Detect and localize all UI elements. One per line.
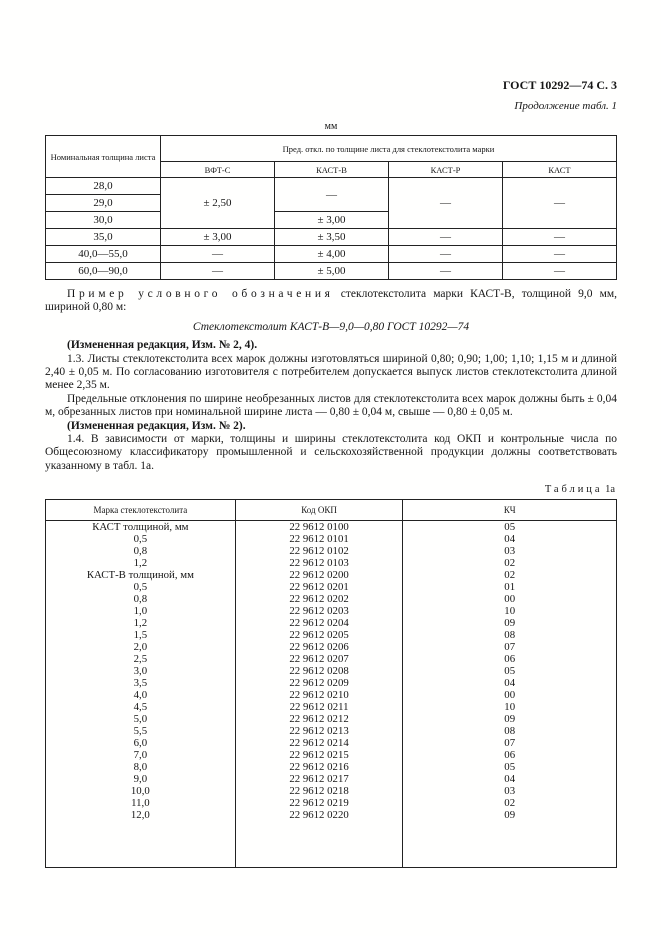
kch-cell: 05: [403, 761, 617, 773]
col-header-kast-r: КАСТ-Р: [389, 162, 503, 178]
okp-table-row: [46, 689, 617, 701]
kch-cell: 04: [403, 533, 617, 545]
okp-table-row: [46, 701, 617, 713]
table-row: [46, 229, 617, 246]
mark-cell: 4,0: [46, 689, 236, 701]
example-rest-text: стеклотекстолита марки КАСТ-В, толщиной 9,0 мм, шириной 0,80 м:: [45, 288, 618, 314]
clause-1-3-paragraph: 1.3. Листы стеклотекстолита всех марок должны изготовляться шириной 0,80; 0,90; 1,00; 1,10; 1,15 м и длиной 2,40 ± 0,05 м. По согласованию изготовителя с потребителем допускается выпуск листов стеклотекстолита длиной менее 2,35 м.: [45, 352, 617, 392]
okp-code-cell: 22 9612 0205: [235, 629, 403, 641]
okp-code-cell: 22 9612 0203: [235, 605, 403, 617]
okp-code-cell: 22 9612 0201: [235, 581, 403, 593]
vft-s-cell: ± 2,50: [161, 178, 275, 229]
okp-codes-table: [45, 499, 617, 868]
mark-cell: 0,8: [46, 593, 236, 605]
mark-cell: 7,0: [46, 749, 236, 761]
table-frame-spacer-row: [46, 821, 617, 867]
mark-cell: 3,5: [46, 677, 236, 689]
col-header-nominal-thickness: Номинальная толщина листа: [46, 136, 161, 178]
kch-cell: 00: [403, 593, 617, 605]
mark-cell: 0,5: [46, 533, 236, 545]
okp-code-cell: 22 9612 0204: [235, 617, 403, 629]
kch-cell: 00: [403, 689, 617, 701]
mark-cell: 1,2: [46, 617, 236, 629]
okp-code-cell: 22 9612 0206: [235, 641, 403, 653]
okp-table-row: [46, 797, 617, 809]
mark-cell: КАСТ толщиной, мм: [46, 521, 236, 534]
table-label-number: 1а: [605, 484, 615, 496]
okp-table-row: [46, 749, 617, 761]
col-header-kch: КЧ: [403, 500, 617, 521]
okp-table-row: [46, 605, 617, 617]
kch-cell: 10: [403, 605, 617, 617]
okp-code-cell: 22 9612 0101: [235, 533, 403, 545]
kch-cell: 07: [403, 737, 617, 749]
table-row: [46, 178, 617, 195]
okp-table-row: [46, 737, 617, 749]
kast-cell: —: [503, 178, 617, 229]
table-row: [46, 263, 617, 280]
okp-table-row: [46, 653, 617, 665]
spaced-lead-text: Пример условного обозначения: [67, 288, 334, 300]
kch-cell: 09: [403, 713, 617, 725]
okp-code-cell: 22 9612 0215: [235, 749, 403, 761]
okp-table-row: [46, 677, 617, 689]
amendment-note-2: (Измененная редакция, Изм. № 2).: [67, 419, 246, 432]
kast-v-cell: ± 3,50: [275, 229, 389, 246]
mark-cell: 12,0: [46, 809, 236, 821]
mark-cell: 11,0: [46, 797, 236, 809]
okp-code-cell: 22 9612 0213: [235, 725, 403, 737]
designation-line: Стеклотекстолит КАСТ-В—9,0—0,80 ГОСТ 10292—74: [192, 320, 470, 333]
kch-cell: 02: [403, 557, 617, 569]
thickness-cell: 28,0: [46, 178, 161, 195]
col-header-kast-v: КАСТ-В: [275, 162, 389, 178]
okp-code-cell: 22 9612 0217: [235, 773, 403, 785]
designation-example-paragraph: [45, 288, 617, 315]
okp-code-cell: 22 9612 0219: [235, 797, 403, 809]
kch-cell: 05: [403, 521, 617, 534]
table-1a-label: [45, 484, 615, 495]
col-header-kast: КАСТ: [503, 162, 617, 178]
thickness-cell: 35,0: [46, 229, 161, 246]
okp-code-cell: 22 9612 0202: [235, 593, 403, 605]
mark-cell: 0,5: [46, 581, 236, 593]
okp-code-cell: 22 9612 0214: [235, 737, 403, 749]
mark-cell: 1,2: [46, 557, 236, 569]
okp-table-row: [46, 569, 617, 581]
kch-cell: 03: [403, 545, 617, 557]
kch-cell: 05: [403, 665, 617, 677]
okp-code-cell: 22 9612 0220: [235, 809, 403, 821]
mark-cell: 1,0: [46, 605, 236, 617]
kch-cell: 10: [403, 701, 617, 713]
clause-1-4-paragraph: 1.4. В зависимости от марки, толщины и ширины стеклотекстолита код ОКП и контрольные числа по Общесоюзному классификатору промышленной и сельскохозяйственной продукции должны соответствовать указанному в табл. 1а.: [45, 433, 617, 472]
col-header-tolerance-span: Пред. откл. по толщине листа для стеклотекстолита марки: [161, 136, 617, 162]
okp-table-row: [46, 665, 617, 677]
mark-cell: 2,0: [46, 641, 236, 653]
kch-cell: 08: [403, 629, 617, 641]
mark-cell: 3,0: [46, 665, 236, 677]
kast-cell: —: [503, 263, 617, 280]
mark-cell: 9,0: [46, 773, 236, 785]
amendment-note-1: (Измененная редакция, Изм. № 2, 4).: [67, 339, 258, 352]
okp-code-cell: 22 9612 0208: [235, 665, 403, 677]
units-label: мм: [324, 121, 338, 132]
mark-cell: 0,8: [46, 545, 236, 557]
mark-cell: 6,0: [46, 737, 236, 749]
kch-cell: 09: [403, 809, 617, 821]
kch-cell: 02: [403, 569, 617, 581]
okp-code-cell: 22 9612 0207: [235, 653, 403, 665]
okp-table-row: [46, 593, 617, 605]
kast-r-cell: —: [389, 246, 503, 263]
tolerance-table: [45, 135, 617, 280]
okp-table-row: [46, 581, 617, 593]
kch-cell: 08: [403, 725, 617, 737]
kast-v-cell: ± 5,00: [275, 263, 389, 280]
mark-cell: 5,0: [46, 713, 236, 725]
okp-code-cell: 22 9612 0216: [235, 761, 403, 773]
mark-cell: 4,5: [46, 701, 236, 713]
kast-r-cell: —: [389, 178, 503, 229]
table-header-row: [46, 500, 617, 521]
thickness-cell: 30,0: [46, 212, 161, 229]
okp-table-row: [46, 521, 617, 534]
okp-table-row: [46, 713, 617, 725]
mark-cell: 1,5: [46, 629, 236, 641]
thickness-cell: 40,0—55,0: [46, 246, 161, 263]
table-label-word: Таблица: [544, 484, 603, 496]
okp-table-row: [46, 533, 617, 545]
kast-cell: —: [503, 229, 617, 246]
okp-table-body: [46, 521, 617, 822]
kch-cell: 01: [403, 581, 617, 593]
col-header-okp-code: Код ОКП: [235, 500, 403, 521]
table-continuation-note: Продолжение табл. 1: [514, 100, 617, 112]
mark-cell: КАСТ-В толщиной, мм: [46, 569, 236, 581]
col-header-vft-s: ВФТ-С: [161, 162, 275, 178]
okp-code-cell: 22 9612 0212: [235, 713, 403, 725]
okp-code-cell: 22 9612 0103: [235, 557, 403, 569]
okp-table-row: [46, 785, 617, 797]
okp-code-cell: 22 9612 0200: [235, 569, 403, 581]
okp-code-cell: 22 9612 0209: [235, 677, 403, 689]
kast-v-cell: —: [275, 178, 389, 212]
thickness-cell: 60,0—90,0: [46, 263, 161, 280]
okp-table-row: [46, 557, 617, 569]
okp-code-cell: 22 9612 0218: [235, 785, 403, 797]
kast-r-cell: —: [389, 263, 503, 280]
table-header-row: [46, 136, 617, 162]
doc-number-heading: ГОСТ 10292—74 С. 3: [502, 78, 617, 92]
okp-table-row: [46, 809, 617, 821]
kch-cell: 04: [403, 773, 617, 785]
kch-cell: 04: [403, 677, 617, 689]
kch-cell: 09: [403, 617, 617, 629]
mark-cell: 5,5: [46, 725, 236, 737]
okp-table-row: [46, 617, 617, 629]
okp-code-cell: 22 9612 0210: [235, 689, 403, 701]
col-header-mark: Марка стеклотекстолита: [46, 500, 236, 521]
kast-r-cell: —: [389, 229, 503, 246]
table-row: [46, 246, 617, 263]
thickness-cell: 29,0: [46, 195, 161, 212]
okp-table-row: [46, 761, 617, 773]
okp-code-cell: 22 9612 0100: [235, 521, 403, 534]
kch-cell: 03: [403, 785, 617, 797]
kch-cell: 06: [403, 749, 617, 761]
okp-code-cell: 22 9612 0211: [235, 701, 403, 713]
empty-cell: [235, 821, 403, 867]
okp-table-row: [46, 725, 617, 737]
kch-cell: 06: [403, 653, 617, 665]
kch-cell: 07: [403, 641, 617, 653]
vft-s-cell: ± 3,00: [161, 229, 275, 246]
kch-cell: 02: [403, 797, 617, 809]
okp-table-row: [46, 629, 617, 641]
vft-s-cell: —: [161, 263, 275, 280]
empty-cell: [403, 821, 617, 867]
okp-table-row: [46, 641, 617, 653]
vft-s-cell: —: [161, 246, 275, 263]
mark-cell: 8,0: [46, 761, 236, 773]
kast-v-cell: ± 4,00: [275, 246, 389, 263]
okp-table-row: [46, 545, 617, 557]
kast-v-cell: ± 3,00: [275, 212, 389, 229]
okp-code-cell: 22 9612 0102: [235, 545, 403, 557]
mark-cell: 2,5: [46, 653, 236, 665]
kast-cell: —: [503, 246, 617, 263]
mark-cell: 10,0: [46, 785, 236, 797]
empty-cell: [46, 821, 236, 867]
clause-1-3-tolerances-paragraph: Предельные отклонения по ширине необрезанных листов для стеклотекстолита всех марок должны быть ± 0,04 м, обрезанных листов при номинальной ширине листа — 0,80 ± 0,04 м, свыше — 0,80 ± 0,05 м.: [45, 392, 617, 419]
okp-table-row: [46, 773, 617, 785]
